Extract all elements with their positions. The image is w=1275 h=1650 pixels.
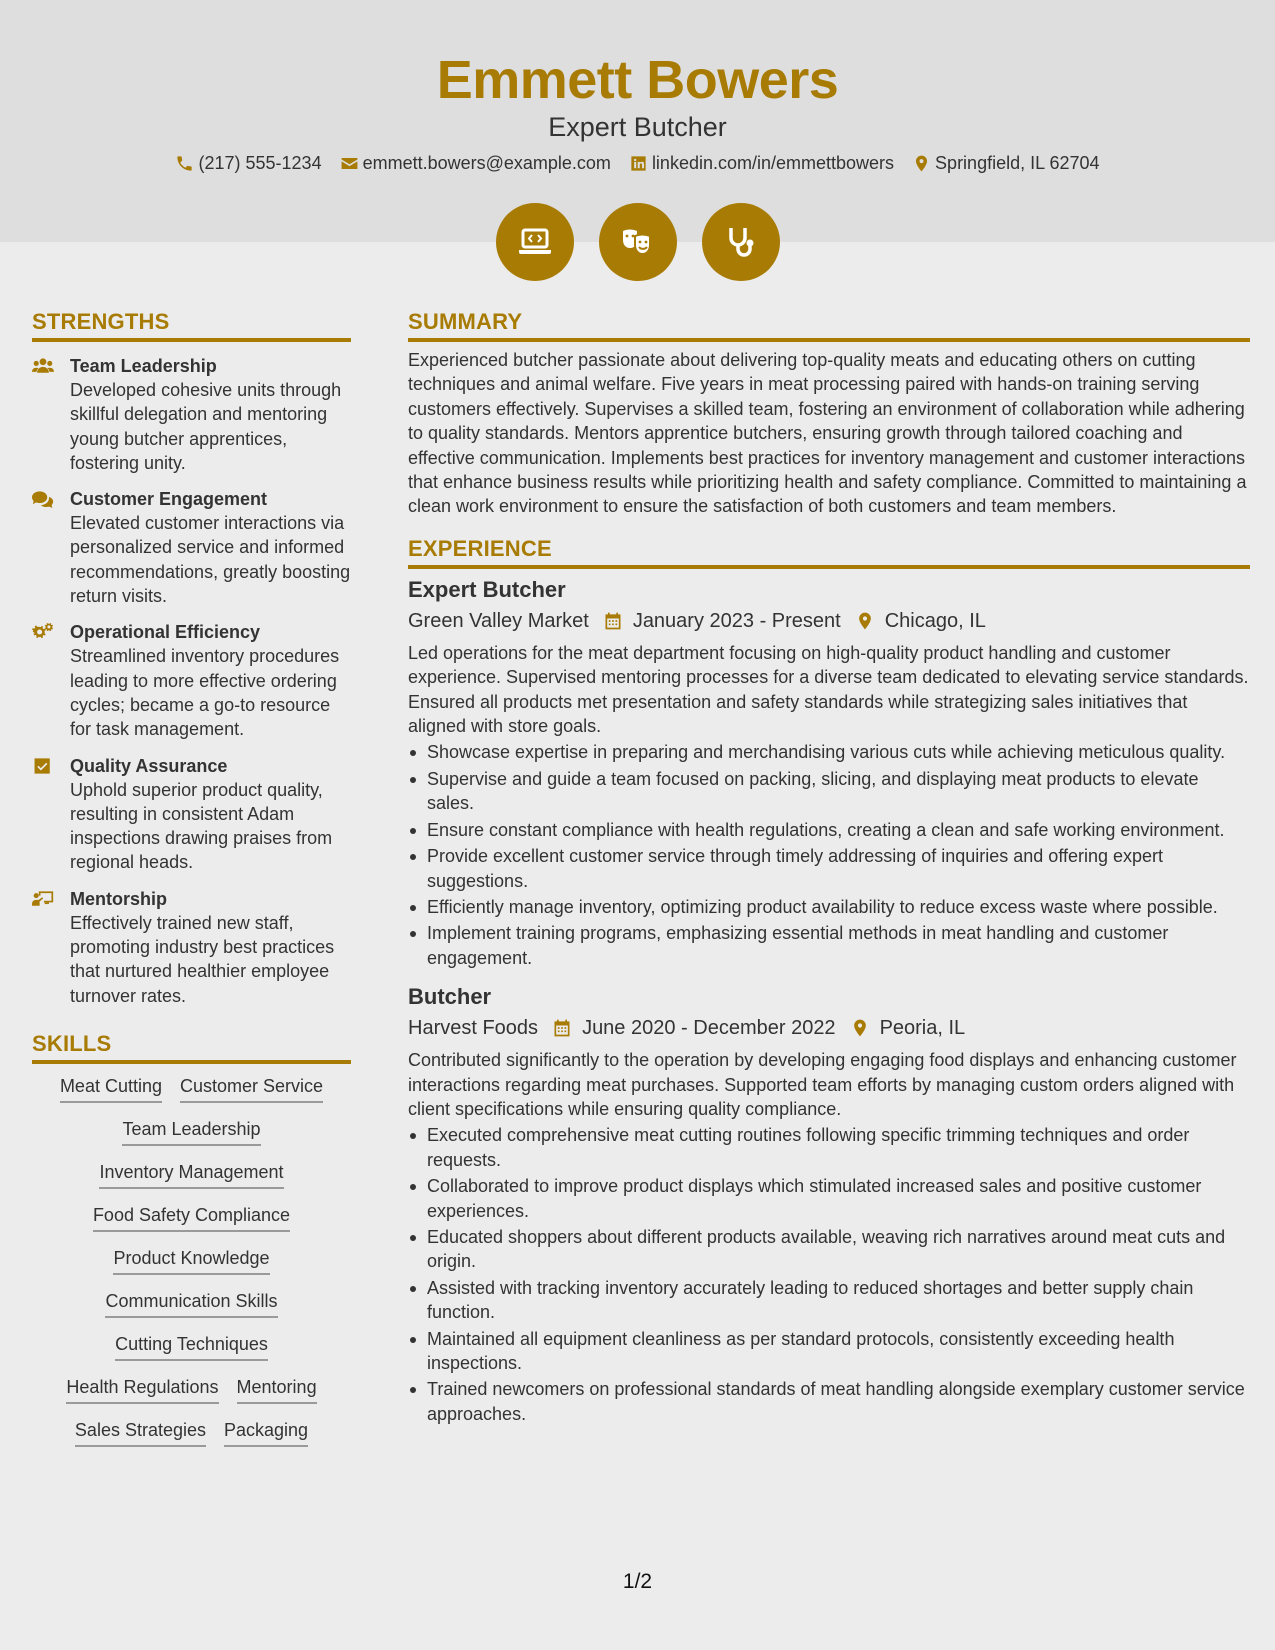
list-item: Ensure constant compliance with health regulations, creating a clean and safe working environment. (408, 818, 1250, 842)
job-company: Green Valley Market (408, 609, 589, 632)
strength-desc: Elevated customer interactions via personalized service and informed recommendations, greatly boosting return visits. (70, 513, 351, 607)
strength-desc: Developed cohesive units through skillful delegation and mentoring young butcher apprentices, fostering unity. (70, 380, 342, 473)
skills-heading: SKILLS (32, 1030, 351, 1064)
comments-icon (32, 489, 54, 509)
calendar-icon (603, 611, 623, 631)
strength-item (32, 887, 351, 1008)
page-number: 1/2 (622, 1570, 653, 1593)
contact-email[interactable] (340, 151, 611, 175)
list-item: Efficiently manage inventory, optimizing product availability to reduce excess waste where possible. (408, 895, 1250, 919)
skill-tag: Food Safety Compliance (93, 1203, 290, 1232)
calendar-icon (552, 1018, 572, 1038)
job-description: Contributed significantly to the operation by developing engaging food displays and enhancing customer interactions regarding meat purchases. Supported team efforts by managing custom orders aligned with client specifications while ensuring quality compliance. (408, 1050, 1237, 1119)
map-pin-icon (912, 154, 931, 173)
job-dates: June 2020 - December 2022 (582, 1017, 836, 1040)
stethoscope-icon (721, 222, 761, 262)
theater-masks-icon (618, 222, 658, 262)
phone-icon (175, 154, 194, 173)
strength-item (32, 354, 351, 475)
strength-desc: Effectively trained new staff, promoting industry best practices that nurtured healthier employee turnover rates. (70, 912, 335, 1006)
job-location: Peoria, IL (879, 1017, 966, 1040)
contact-email-text: emmett.bowers@example.com (362, 153, 611, 173)
stethoscope-badge (702, 203, 780, 281)
skill-tag: Meat Cutting (60, 1074, 162, 1103)
skill-tag: Cutting Techniques (115, 1332, 268, 1361)
laptop-code-icon (515, 222, 555, 262)
chalkboard-teacher-icon (32, 889, 54, 909)
cogs-icon (32, 622, 54, 642)
list-item: Assisted with tracking inventory accurately leading to reduced shortages and better supply chain function. (408, 1276, 1250, 1325)
strengths-heading: STRENGTHS (32, 308, 351, 342)
skill-tag: Sales Strategies (75, 1418, 206, 1447)
summary-text: Experienced butcher passionate about delivering top-quality meats and educating others on cutting techniques and animal welfare. Five years in meat processing paired with hands-on training serving customers effectively. Supervises a skilled team, fostering an environment of collaboration while adhering to quality standards. Mentors apprentice butchers, ensuring growth through tailored coaching and effective communication. Implements best practices for inventory management and customer interactions that enhance business results while prioritizing health and safety compliance. Committed to maintaining a clean work environment to ensure the satisfaction of both customers and team members. (408, 350, 1247, 517)
right-column (408, 308, 1250, 1426)
strength-title: Mentorship (70, 888, 167, 909)
envelope-icon (340, 154, 359, 173)
job-bullets (408, 740, 1250, 970)
linkedin-icon (629, 154, 648, 173)
job-dates: January 2023 - Present (632, 609, 841, 632)
skills-section (32, 1030, 351, 1447)
job-meta (408, 1012, 1250, 1044)
skills-list (32, 1074, 351, 1447)
laptop-code-badge (496, 203, 574, 281)
job-company: Harvest Foods (408, 1017, 539, 1040)
strength-item (32, 487, 351, 608)
strength-title: Quality Assurance (70, 755, 228, 776)
skill-tag: Communication Skills (105, 1289, 277, 1318)
job-description: Led operations for the meat department focusing on high-quality product handling and customer experience. Supervised mentoring processes for a diverse team dedicated to elevating service standards. Ensured all products met presentation and safety standards while strategizing sales initiatives that aligned with store goals. (408, 642, 1249, 737)
strength-item (32, 620, 351, 741)
list-item: Executed comprehensive meat cutting routines following specific trimming techniques and order requests. (408, 1123, 1250, 1172)
list-item: Trained newcomers on professional standards of meat handling alongside exemplary customer service approaches. (408, 1377, 1250, 1426)
strength-title: Customer Engagement (70, 489, 268, 510)
map-pin-icon (850, 1018, 870, 1038)
skill-tag: Team Leadership (122, 1117, 260, 1146)
theater-masks-badge (599, 203, 677, 281)
contact-phone-text: (217) 555-1234 (198, 153, 322, 173)
strength-desc: Uphold superior product quality, resulting in consistent Adam inspections drawing praises from regional heads. (70, 779, 333, 873)
contact-phone[interactable] (175, 151, 321, 175)
skill-tag: Mentoring (237, 1375, 317, 1404)
skill-tag: Packaging (224, 1418, 308, 1447)
list-item: Educated shoppers about different products available, weaving rich narratives around meat cuts and origin. (408, 1225, 1250, 1274)
strength-desc: Streamlined inventory procedures leading to more effective ordering cycles; became a go-to resource for task management. (70, 646, 340, 740)
candidate-name: Emmett Bowers (436, 50, 839, 110)
interest-badges (0, 203, 1275, 281)
job-location: Chicago, IL (884, 609, 986, 632)
contact-location-text: Springfield, IL 62704 (935, 153, 1100, 173)
list-item: Supervise and guide a team focused on packing, slicing, and displaying meat products to elevate sales. (408, 767, 1250, 816)
list-item: Maintained all equipment cleanliness as per standard protocols, consistently exceeding health inspections. (408, 1327, 1250, 1376)
summary-heading: SUMMARY (408, 308, 1250, 342)
left-column (32, 308, 351, 1447)
job-meta (408, 605, 1250, 637)
check-square-icon (32, 756, 54, 776)
job-bullets (408, 1123, 1250, 1426)
map-pin-icon (855, 611, 875, 631)
contact-row (0, 151, 1275, 175)
experience-section (408, 535, 1250, 1426)
strength-title: Operational Efficiency (70, 622, 261, 643)
job-role: Expert Butcher (408, 576, 566, 602)
skill-tag: Customer Service (180, 1074, 323, 1103)
list-item: Showcase expertise in preparing and merchandising various cuts while achieving meticulous quality. (408, 740, 1250, 764)
skill-tag: Health Regulations (66, 1375, 218, 1404)
job-role: Butcher (408, 984, 492, 1010)
contact-linkedin[interactable] (629, 151, 894, 175)
list-item: Provide excellent customer service through timely addressing of inquiries and offering expert suggestions. (408, 844, 1250, 893)
skill-tag: Product Knowledge (113, 1246, 269, 1275)
list-item: Implement training programs, emphasizing essential methods in meat handling and customer engagement. (408, 921, 1250, 970)
users-icon (32, 356, 54, 376)
contact-location (912, 151, 1099, 175)
skill-tag: Inventory Management (99, 1160, 283, 1189)
experience-heading: EXPERIENCE (408, 535, 1250, 569)
strength-title: Team Leadership (70, 356, 217, 376)
job-entry (408, 982, 1250, 1426)
list-item: Collaborated to improve product displays which stimulated increased sales and positive customer experiences. (408, 1174, 1250, 1223)
job-entry (408, 575, 1250, 970)
strength-item (32, 754, 351, 875)
candidate-title: Expert Butcher (548, 112, 727, 142)
contact-linkedin-text: linkedin.com/in/emmettbowers (651, 153, 895, 173)
